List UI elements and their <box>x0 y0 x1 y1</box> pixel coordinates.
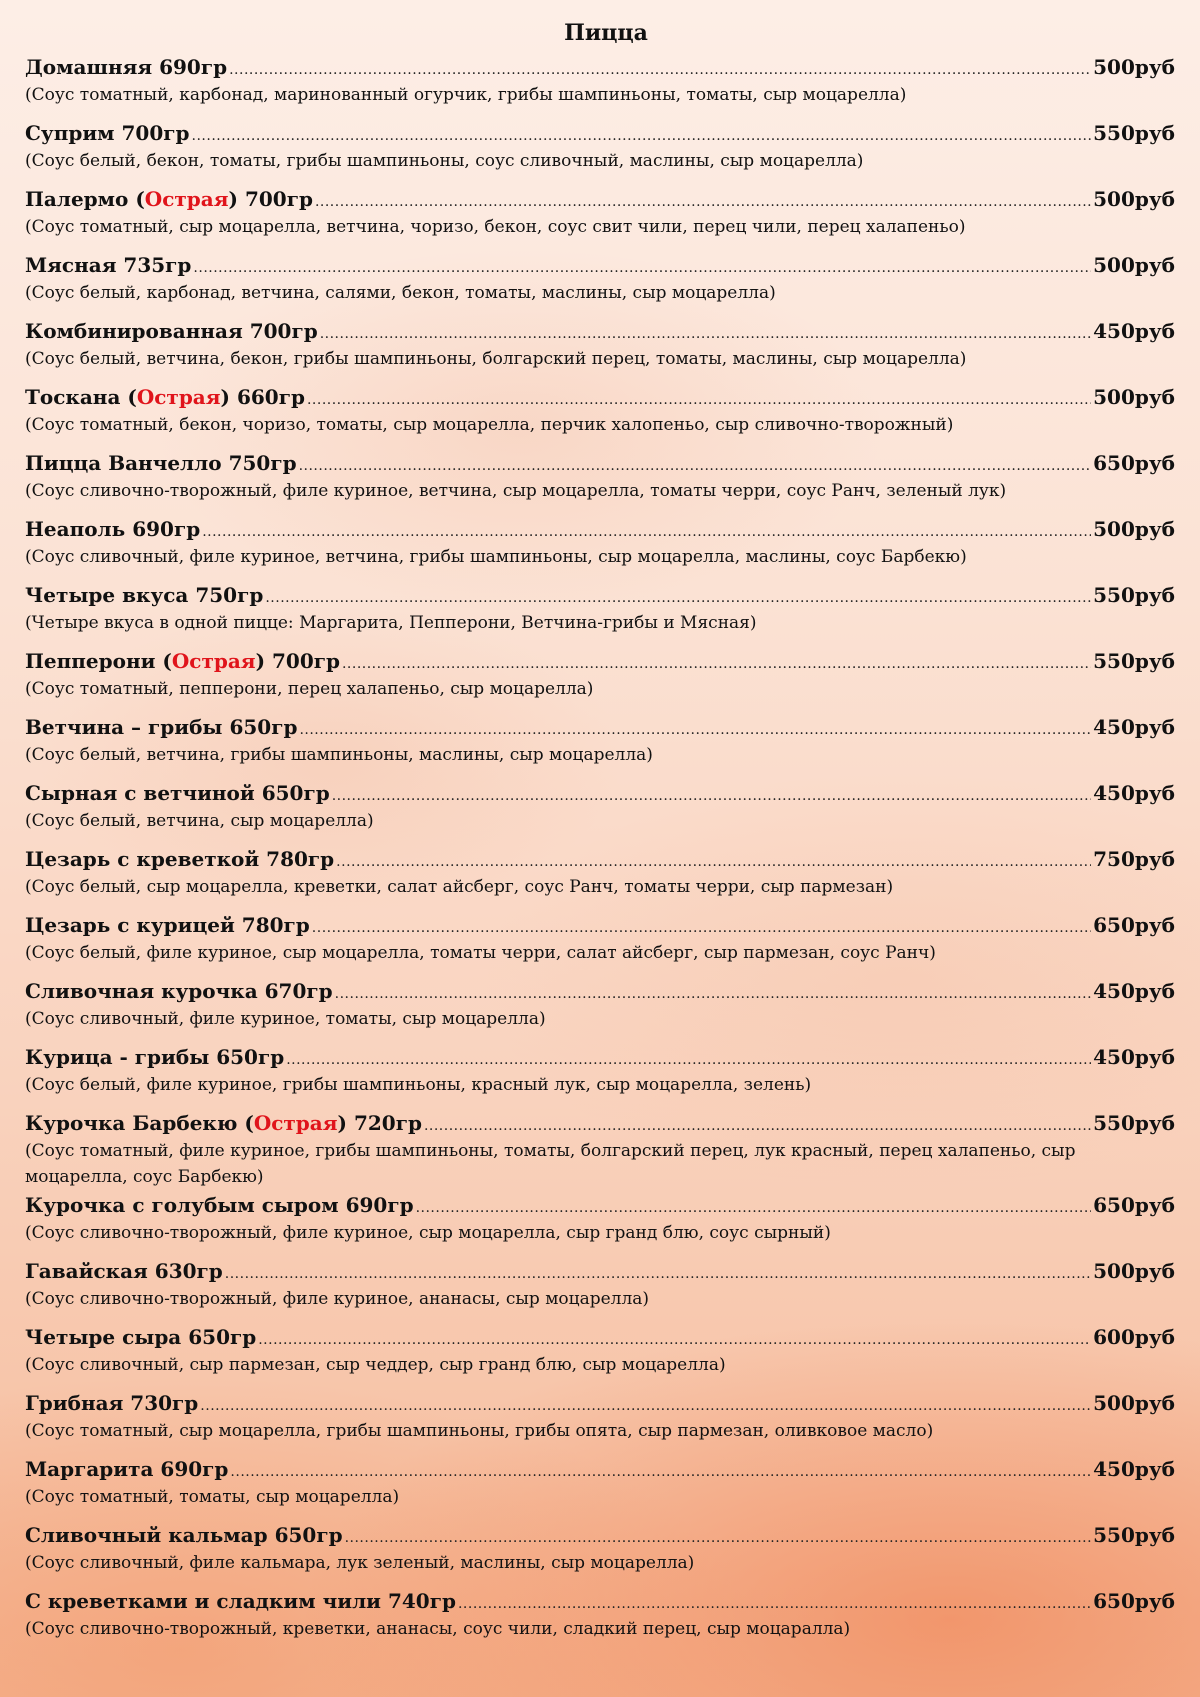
menu-item-header <box>25 1256 1175 1286</box>
menu-item-description: (Соус белый, карбонад, ветчина, салями, бекон, томаты, маслины, сыр моцарелла) <box>25 283 776 303</box>
dot-leader <box>299 715 1091 745</box>
menu-item <box>25 382 1175 448</box>
dot-leader <box>312 913 1091 943</box>
menu-item-name: Сливочная курочка 670гр <box>25 979 333 1003</box>
menu-item-description: (Соус томатный, сыр моцарелла, ветчина, чоризо, бекон, соус свит чили, перец чили, перец халапеньо) <box>25 217 966 237</box>
menu-item <box>25 844 1175 910</box>
menu-item-header <box>25 514 1175 544</box>
spicy-label: Острая <box>253 1111 338 1135</box>
menu-item <box>25 1042 1175 1108</box>
menu-item-price: 450руб <box>1093 1457 1175 1481</box>
dot-leader <box>193 253 1091 283</box>
menu-item-header <box>25 1322 1175 1352</box>
menu-item-name-part: ) 660гр <box>220 385 305 409</box>
dot-leader <box>202 517 1091 547</box>
menu-item-price: 650руб <box>1093 913 1175 937</box>
dot-leader <box>265 583 1091 613</box>
menu-item <box>25 976 1175 1042</box>
menu-item-price: 500руб <box>1093 187 1175 211</box>
menu-item-description: (Соус томатный, томаты, сыр моцарелла) <box>25 1487 400 1507</box>
menu-item-header <box>25 580 1175 610</box>
menu-item-price: 450руб <box>1093 319 1175 343</box>
menu-item <box>25 712 1175 778</box>
menu-item-header <box>25 1042 1175 1072</box>
menu-item-price: 550руб <box>1093 583 1175 607</box>
menu-item-name: Сырная с ветчиной 650гр <box>25 781 330 805</box>
menu-item-description: (Соус белый, ветчина, грибы шампиньоны, маслины, сыр моцарелла) <box>25 745 653 765</box>
menu-item <box>25 910 1175 976</box>
menu-item-header <box>25 910 1175 940</box>
dot-leader <box>342 649 1091 679</box>
menu-item-price: 650руб <box>1093 1193 1175 1217</box>
menu-item-price: 550руб <box>1093 121 1175 145</box>
menu-item-description: (Четыре вкуса в одной пицце: Маргарита, Пепперони, Ветчина-грибы и Мясная) <box>25 613 757 633</box>
menu-item <box>25 778 1175 844</box>
menu-item-name: Пицца Ванчелло 750гр <box>25 451 297 475</box>
menu-item-description: (Соус белый, филе куриное, грибы шампиньоны, красный лук, сыр моцарелла, зелень) <box>25 1075 812 1095</box>
menu-item-price: 450руб <box>1093 1045 1175 1069</box>
menu-item <box>25 1586 1175 1652</box>
menu-item <box>25 316 1175 382</box>
menu-item-header <box>25 1108 1175 1138</box>
menu-item-name: Неаполь 690гр <box>25 517 201 541</box>
menu-item-name: Цезарь с курицей 780гр <box>25 913 310 937</box>
menu-item-name <box>25 646 340 676</box>
menu-item-header <box>25 316 1175 346</box>
menu-item-header <box>25 1454 1175 1484</box>
menu-item-name <box>25 382 305 412</box>
menu-item-description: (Соус томатный, бекон, чоризо, томаты, сыр моцарелла, перчик халопеньо, сыр сливочно-творожный) <box>25 415 954 435</box>
menu-item-description: (Соус белый, бекон, томаты, грибы шампиньоны, соус сливочный, маслины, сыр моцарелла) <box>25 151 864 171</box>
menu-item-name: Цезарь с креветкой 780гр <box>25 847 335 871</box>
menu-item-name <box>25 184 313 214</box>
menu-item <box>25 1108 1175 1190</box>
menu-item <box>25 1520 1175 1586</box>
dot-leader <box>225 1259 1091 1289</box>
menu-page <box>25 14 1175 1652</box>
menu-item <box>25 184 1175 250</box>
menu-item-description: (Соус белый, сыр моцарелла, креветки, салат айсберг, соус Ранч, томаты черри, сыр пармезан) <box>25 877 894 897</box>
menu-item-name: С креветками и сладким чили 740гр <box>25 1589 456 1613</box>
menu-item-price: 750руб <box>1093 847 1175 871</box>
menu-item-price: 550руб <box>1093 649 1175 673</box>
menu-item <box>25 580 1175 646</box>
menu-item <box>25 1322 1175 1388</box>
menu-item <box>25 1388 1175 1454</box>
menu-item-header <box>25 52 1175 82</box>
menu-item-description: (Соус томатный, карбонад, маринованный огурчик, грибы шампиньоны, томаты, сыр моцарелла) <box>25 85 907 105</box>
menu-item-header <box>25 382 1175 412</box>
menu-item-description: (Соус белый, ветчина, сыр моцарелла) <box>25 811 374 831</box>
dot-leader <box>320 319 1091 349</box>
menu-item-price: 450руб <box>1093 715 1175 739</box>
dot-leader <box>336 847 1091 877</box>
menu-item <box>25 250 1175 316</box>
menu-item <box>25 1256 1175 1322</box>
menu-item-name-part: Пепперони ( <box>25 649 172 673</box>
menu-item <box>25 52 1175 118</box>
dot-leader <box>200 1391 1091 1421</box>
menu-item <box>25 514 1175 580</box>
menu-item-price: 550руб <box>1093 1111 1175 1135</box>
spicy-label: Острая <box>136 385 221 409</box>
menu-item-name <box>25 1108 422 1138</box>
menu-item-name-part: ) 720гр <box>337 1111 422 1135</box>
menu-item-price: 650руб <box>1093 1589 1175 1613</box>
menu-item-description: (Соус томатный, пепперони, перец халапеньо, сыр моцарелла) <box>25 679 594 699</box>
menu-item-description: (Соус сливочный, сыр пармезан, сыр чеддер, сыр гранд блю, сыр моцарелла) <box>25 1355 726 1375</box>
menu-item-description: (Соус сливочный, филе кальмара, лук зеленый, маслины, сыр моцарелла) <box>25 1553 695 1573</box>
menu-item-description: (Соус сливочно-творожный, филе куриное, ананасы, сыр моцарелла) <box>25 1289 650 1309</box>
menu-item <box>25 118 1175 184</box>
menu-item-description: (Соус томатный, филе куриное, грибы шампиньоны, томаты, болгарский перец, лук красный, перец халапеньо, сыр моцарелла, соус Барбекю) <box>25 1141 1076 1187</box>
menu-item-name: Ветчина – грибы 650гр <box>25 715 298 739</box>
menu-item-description: (Соус белый, филе куриное, сыр моцарелла, томаты черри, салат айсберг, сыр пармезан, соус Ранч) <box>25 943 936 963</box>
menu-item-price: 500руб <box>1093 1259 1175 1283</box>
menu-item-price: 500руб <box>1093 385 1175 409</box>
menu-item-name: Мясная 735гр <box>25 253 192 277</box>
dot-leader <box>332 781 1091 811</box>
menu-item-description: (Соус белый, ветчина, бекон, грибы шампиньоны, болгарский перец, томаты, маслины, сыр моцарелла) <box>25 349 967 369</box>
menu-item-price: 450руб <box>1093 781 1175 805</box>
dot-leader <box>424 1111 1091 1141</box>
menu-item-price: 550руб <box>1093 1523 1175 1547</box>
menu-item-header <box>25 1520 1175 1550</box>
menu-item-name: Суприм 700гр <box>25 121 190 145</box>
spicy-label: Острая <box>144 187 229 211</box>
menu-item-description: (Соус томатный, сыр моцарелла, грибы шампиньоны, грибы опята, сыр пармезан, оливковое масло) <box>25 1421 934 1441</box>
menu-item-name: Курочка с голубым сыром 690гр <box>25 1193 414 1217</box>
menu-item-name: Домашняя 690гр <box>25 55 228 79</box>
dot-leader <box>335 979 1091 1009</box>
menu-item-header <box>25 646 1175 676</box>
dot-leader <box>307 385 1091 415</box>
dot-leader <box>299 451 1092 481</box>
menu-item <box>25 1190 1175 1256</box>
menu-item-header <box>25 844 1175 874</box>
menu-item-description: (Соус сливочный, филе куриное, ветчина, грибы шампиньоны, сыр моцарелла, маслины, соус Барбекю) <box>25 547 967 567</box>
menu-item-header <box>25 448 1175 478</box>
menu-item-name: Грибная 730гр <box>25 1391 199 1415</box>
dot-leader <box>315 187 1091 217</box>
menu-item-name-part: Палермо ( <box>25 187 145 211</box>
menu-item-price: 500руб <box>1093 517 1175 541</box>
menu-item-name-part: ) 700гр <box>228 187 313 211</box>
menu-item-name: Маргарита 690гр <box>25 1457 229 1481</box>
spicy-label: Острая <box>171 649 256 673</box>
menu-item-header <box>25 712 1175 742</box>
dot-leader <box>229 55 1091 85</box>
menu-item-name: Комбинированная 700гр <box>25 319 318 343</box>
menu-item-price: 650руб <box>1093 451 1175 475</box>
page-title: Пицца <box>564 20 648 46</box>
menu-item-description: (Соус сливочный, филе куриное, томаты, сыр моцарелла) <box>25 1009 546 1029</box>
menu-item <box>25 448 1175 514</box>
menu-list <box>25 52 1175 1652</box>
menu-item-name: Гавайская 630гр <box>25 1259 223 1283</box>
menu-item-header <box>25 1586 1175 1616</box>
dot-leader <box>416 1193 1092 1223</box>
menu-item-name-part: Тоскана ( <box>25 385 137 409</box>
menu-item-price: 600руб <box>1093 1325 1175 1349</box>
menu-item-name: Сливочный кальмар 650гр <box>25 1523 343 1547</box>
menu-item <box>25 1454 1175 1520</box>
dot-leader <box>230 1457 1091 1487</box>
menu-item-header <box>25 250 1175 280</box>
dot-leader <box>286 1045 1091 1075</box>
dot-leader <box>192 121 1092 151</box>
menu-item-price: 500руб <box>1093 253 1175 277</box>
menu-item-name: Курица - грибы 650гр <box>25 1045 285 1069</box>
dot-leader <box>458 1589 1091 1619</box>
menu-item-header <box>25 976 1175 1006</box>
menu-item-name-part: ) 700гр <box>255 649 340 673</box>
dot-leader <box>258 1325 1091 1355</box>
menu-item-description: (Соус сливочно-творожный, филе куриное, сыр моцарелла, сыр гранд блю, соус сырный) <box>25 1223 831 1243</box>
menu-item-header <box>25 1190 1175 1220</box>
menu-item-name: Четыре вкуса 750гр <box>25 583 264 607</box>
menu-item-price: 500руб <box>1093 55 1175 79</box>
menu-item-header <box>25 778 1175 808</box>
menu-item-header <box>25 1388 1175 1418</box>
menu-item-price: 450руб <box>1093 979 1175 1003</box>
menu-item-name: Четыре сыра 650гр <box>25 1325 257 1349</box>
menu-item-name-part: Курочка Барбекю ( <box>25 1111 254 1135</box>
menu-item-description: (Соус сливочно-творожный, креветки, ананасы, соус чили, сладкий перец, сыр моцаралла) <box>25 1619 851 1639</box>
dot-leader <box>345 1523 1092 1553</box>
menu-item-price: 500руб <box>1093 1391 1175 1415</box>
menu-item-header <box>25 118 1175 148</box>
menu-item <box>25 646 1175 712</box>
menu-item-description: (Соус сливочно-творожный, филе куриное, ветчина, сыр моцарелла, томаты черри, соус Ранч, зеленый лук) <box>25 481 1007 501</box>
menu-item-header <box>25 184 1175 214</box>
